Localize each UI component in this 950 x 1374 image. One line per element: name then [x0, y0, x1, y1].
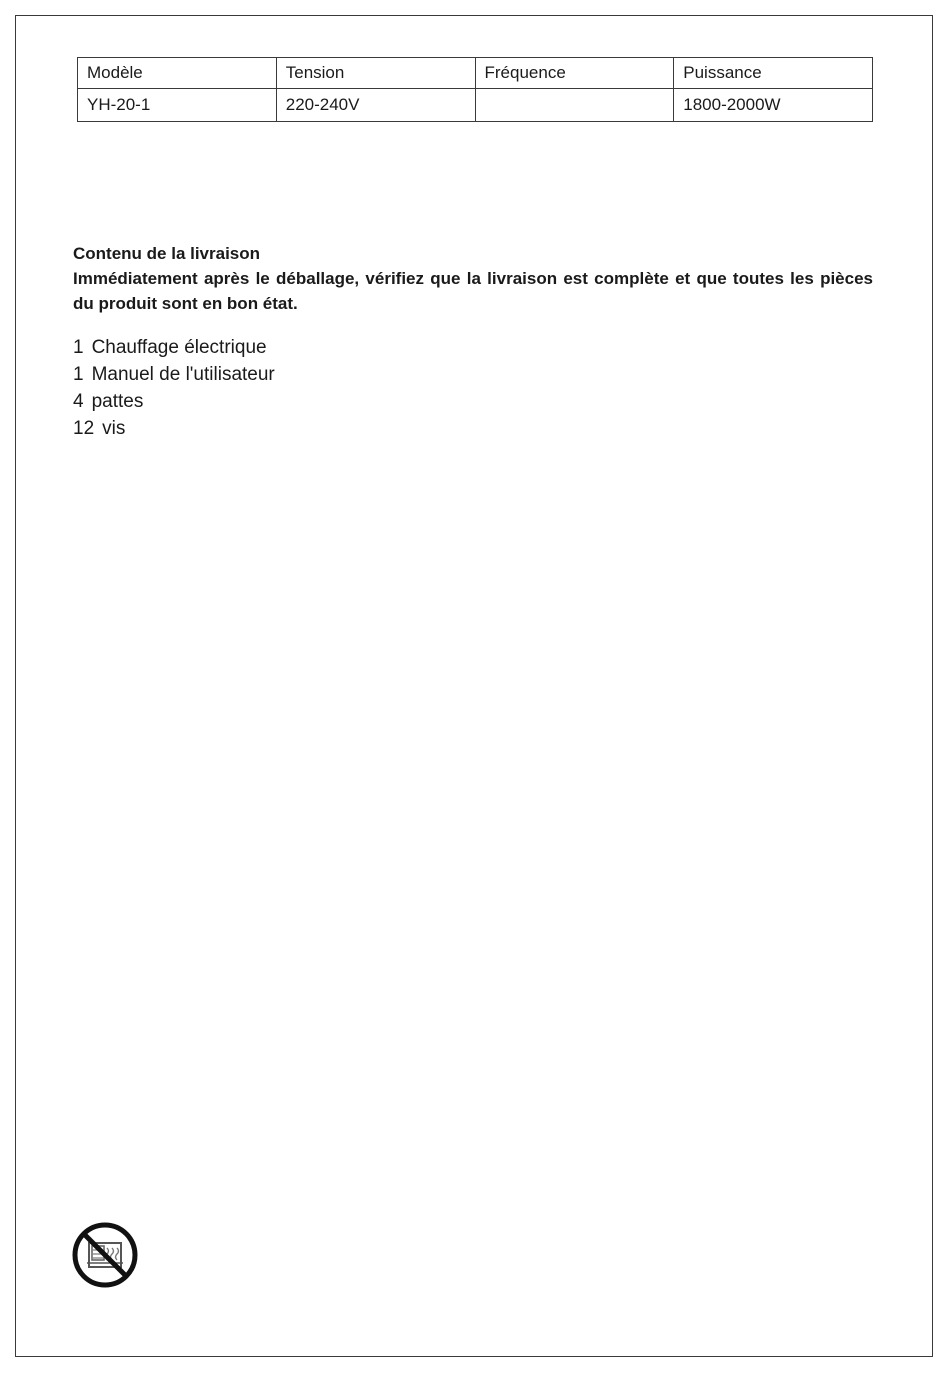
- section-intro: Immédiatement après le déballage, vérifiez que la livraison est complète et que toutes les pièces du produit sont en bon état.: [73, 269, 873, 313]
- header-voltage: Tension: [276, 58, 475, 89]
- delivery-contents-section: [73, 241, 873, 442]
- item-quantity: 12: [73, 418, 95, 439]
- list-item: [73, 361, 873, 388]
- header-model: Modèle: [78, 58, 277, 89]
- cell-voltage: 220-240V: [276, 89, 475, 122]
- header-power: Puissance: [674, 58, 873, 89]
- item-label: pattes: [91, 391, 144, 412]
- table-row: [78, 89, 873, 122]
- specifications-table: [77, 57, 873, 122]
- list-item: [73, 415, 873, 442]
- cell-model: YH-20-1: [78, 89, 277, 122]
- item-label: vis: [102, 418, 126, 439]
- do-not-cover-icon: [71, 1221, 139, 1289]
- item-label: Chauffage électrique: [91, 337, 267, 358]
- contents-list: [73, 334, 873, 442]
- list-item: [73, 334, 873, 361]
- section-heading: Contenu de la livraison: [73, 244, 261, 263]
- table-header-row: [78, 58, 873, 89]
- item-quantity: 1: [73, 337, 84, 358]
- item-quantity: 4: [73, 391, 84, 412]
- page-border: [15, 15, 933, 1357]
- list-item: [73, 388, 873, 415]
- item-quantity: 1: [73, 364, 84, 385]
- cell-frequency: [475, 89, 674, 122]
- item-label: Manuel de l'utilisateur: [91, 364, 275, 385]
- cell-power: 1800-2000W: [674, 89, 873, 122]
- header-frequency: Fréquence: [475, 58, 674, 89]
